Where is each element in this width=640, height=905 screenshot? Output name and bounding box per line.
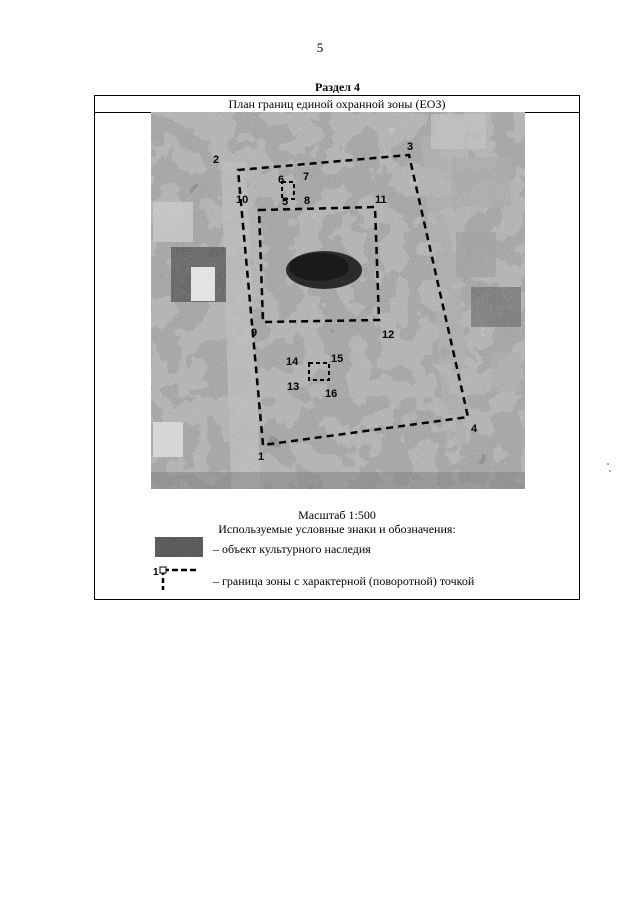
legend-title: Используемые условные знаки и обозначения:: [218, 522, 456, 536]
point-label-4: 4: [471, 423, 478, 435]
point-label-1: 1: [258, 451, 265, 463]
point-label-6: 6: [278, 174, 285, 186]
scale-label: Масштаб 1:500: [298, 508, 376, 522]
section-title: Раздел 4: [314, 80, 361, 94]
legend-item-heritage-object: – объект культурного наследия: [213, 542, 371, 556]
legend-point-marker: 1: [153, 567, 159, 578]
aerial-map: [151, 112, 525, 489]
point-label-7: 7: [303, 171, 310, 183]
point-label-3: 3: [407, 141, 414, 153]
point-label-8: 8: [304, 195, 311, 207]
point-label-11: 11: [375, 194, 387, 206]
point-label-16: 16: [325, 388, 338, 400]
heritage-object-swatch-icon: [155, 537, 203, 557]
point-label-14: 14: [286, 356, 299, 368]
map-grain: [151, 112, 525, 489]
scan-speck: [609, 470, 611, 472]
point-label-5: 5: [282, 196, 289, 208]
scan-speck: [607, 463, 609, 465]
point-label-2: 2: [213, 154, 220, 166]
point-label-12: 12: [382, 329, 395, 341]
legend-item-boundary: – граница зоны с характерной (поворотной) точкой: [213, 574, 475, 588]
boundary-line-symbol-icon: [153, 566, 203, 590]
point-label-13: 13: [287, 381, 300, 393]
point-label-10: 10: [236, 194, 249, 206]
plan-frame: [94, 95, 580, 600]
heritage-object: [289, 253, 349, 281]
page-number: 5: [316, 40, 324, 55]
plan-header: План границ единой охранной зоны (ЕОЗ): [95, 96, 579, 113]
point-label-9: 9: [251, 327, 258, 339]
point-label-15: 15: [331, 353, 344, 365]
